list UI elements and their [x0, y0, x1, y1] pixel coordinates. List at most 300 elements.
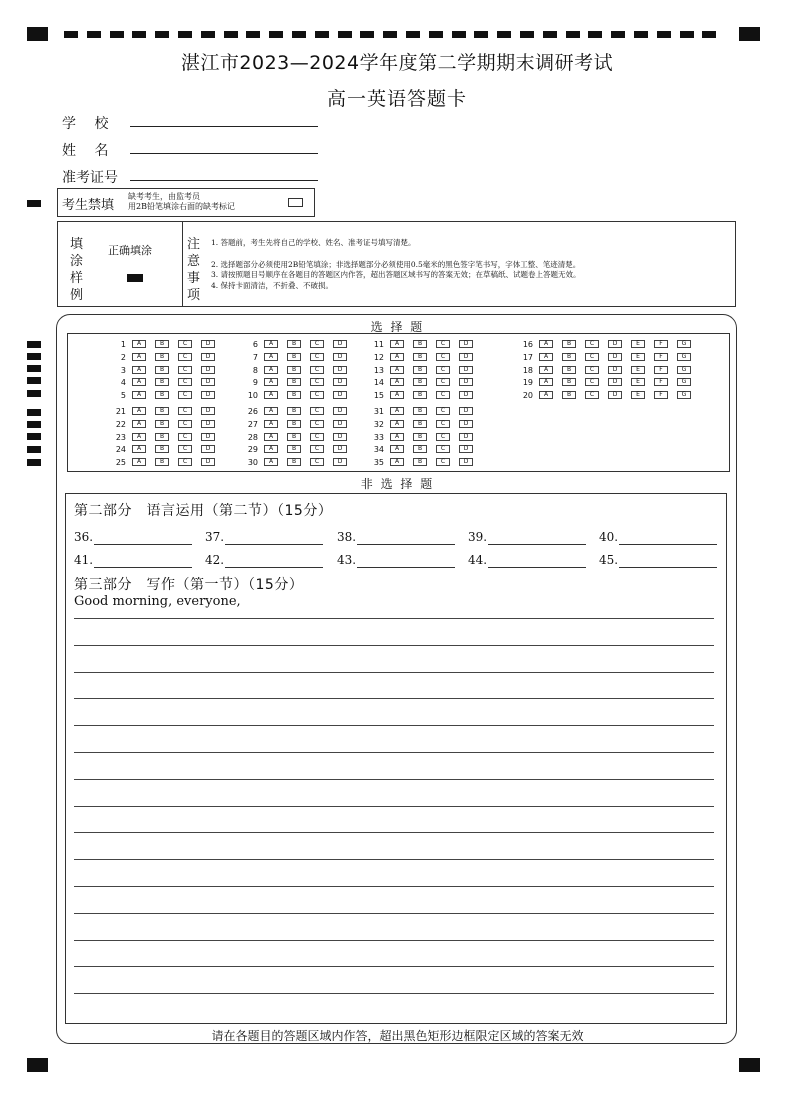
- page-subtitle: 高一英语答题卡: [326, 88, 467, 110]
- answer-bubble-c[interactable]: C: [585, 391, 599, 399]
- answer-bubble-c[interactable]: C: [310, 458, 324, 466]
- timing-mark: [702, 31, 716, 38]
- notice-char: 意: [187, 254, 201, 269]
- timing-mark: [634, 31, 648, 38]
- timing-mark: [178, 31, 192, 38]
- corner-mark-bottom-right: [739, 1058, 760, 1072]
- timing-mark: [224, 31, 238, 38]
- answer-bubble-c[interactable]: C: [310, 378, 324, 386]
- answer-bubble-c[interactable]: C: [436, 407, 450, 415]
- timing-mark: [315, 31, 329, 38]
- answer-bubble-d[interactable]: D: [459, 366, 473, 374]
- timing-mark: [497, 31, 511, 38]
- question-number: 10: [247, 391, 258, 401]
- question-number: 15: [373, 391, 384, 401]
- answer-bubble-b[interactable]: B: [287, 420, 301, 428]
- question-number: 6: [252, 340, 258, 349]
- writing-line[interactable]: [74, 993, 714, 994]
- answer-bubble-b[interactable]: B: [413, 378, 427, 386]
- answer-bubble-e[interactable]: E: [631, 353, 645, 361]
- writing-line[interactable]: [74, 859, 714, 860]
- answer-bubble-a[interactable]: A: [132, 433, 146, 441]
- answer-bubble-a[interactable]: A: [390, 391, 404, 399]
- answer-bubble-a[interactable]: A: [132, 353, 146, 361]
- timing-mark: [27, 377, 41, 384]
- answer-bubble-a[interactable]: A: [264, 407, 278, 415]
- timing-mark: [429, 31, 443, 38]
- side-marker: [27, 200, 41, 207]
- answer-bubble-c[interactable]: C: [585, 353, 599, 361]
- answer-bubble-d[interactable]: D: [459, 407, 473, 415]
- answer-bubble-g[interactable]: G: [677, 366, 691, 374]
- page-title: 湛江市2023—2024学年度第二学期期末调研考试: [180, 52, 614, 74]
- timing-mark: [155, 31, 169, 38]
- answer-bubble-d[interactable]: D: [201, 420, 215, 428]
- answer-bubble-b[interactable]: B: [413, 391, 427, 399]
- question-number: 19: [522, 378, 533, 388]
- answer-bubble-c[interactable]: C: [310, 340, 324, 348]
- blank-answer-line[interactable]: [225, 567, 323, 568]
- question-number: 9: [252, 378, 258, 388]
- answer-bubble-c[interactable]: C: [436, 445, 450, 453]
- question-number: 5: [120, 391, 126, 401]
- question-number: 14: [373, 378, 384, 388]
- answer-bubble-c[interactable]: C: [310, 420, 324, 428]
- answer-bubble-e[interactable]: E: [631, 391, 645, 399]
- blank-number: 40.: [599, 530, 619, 544]
- answer-bubble-f[interactable]: F: [654, 366, 668, 374]
- writing-line[interactable]: [74, 913, 714, 914]
- answer-bubble-b[interactable]: B: [413, 340, 427, 348]
- timing-mark: [87, 31, 101, 38]
- answer-bubble-a[interactable]: A: [390, 458, 404, 466]
- answer-bubble-c[interactable]: C: [585, 366, 599, 374]
- question-number: 22: [115, 419, 126, 429]
- question-number: 31: [373, 407, 384, 416]
- writing-line[interactable]: [74, 672, 714, 673]
- answer-bubble-b[interactable]: B: [287, 340, 301, 348]
- question-number: 33: [373, 432, 384, 442]
- writing-line[interactable]: [74, 752, 714, 753]
- answer-bubble-c[interactable]: C: [436, 420, 450, 428]
- answer-bubble-d[interactable]: D: [333, 420, 347, 428]
- answer-bubble-b[interactable]: B: [287, 407, 301, 415]
- timing-mark: [566, 31, 580, 38]
- answer-bubble-d[interactable]: D: [459, 340, 473, 348]
- answer-bubble-d[interactable]: D: [201, 340, 215, 348]
- answer-bubble-f[interactable]: F: [654, 353, 668, 361]
- answer-bubble-b[interactable]: B: [287, 391, 301, 399]
- timing-mark: [27, 433, 41, 440]
- answer-bubble-c[interactable]: C: [436, 353, 450, 361]
- answer-bubble-a[interactable]: A: [539, 366, 553, 374]
- writing-line[interactable]: [74, 886, 714, 887]
- answer-bubble-b[interactable]: B: [155, 353, 169, 361]
- answer-bubble-a[interactable]: A: [132, 366, 146, 374]
- answer-bubble-a[interactable]: A: [264, 353, 278, 361]
- footer-note: 请在各题目的答题区域内作答，超出黑色矩形边框限定区域的答案无效: [211, 1029, 584, 1043]
- answer-bubble-b[interactable]: B: [562, 391, 576, 399]
- writing-line[interactable]: [74, 940, 714, 941]
- blank-number: 44.: [468, 553, 488, 567]
- answer-bubble-a[interactable]: A: [390, 420, 404, 428]
- answer-bubble-c[interactable]: C: [178, 420, 192, 428]
- answer-bubble-b[interactable]: B: [155, 391, 169, 399]
- answer-bubble-d[interactable]: D: [333, 378, 347, 386]
- blank-number: 42.: [205, 553, 225, 567]
- notice-item-3: 3. 请按照题目号顺序在各题目的答题区内作答，超出答题区域书写的答案无效；在草稿纸、试题卷上答题无效。: [211, 270, 581, 279]
- answer-bubble-c[interactable]: C: [178, 433, 192, 441]
- answer-bubble-d[interactable]: D: [608, 391, 622, 399]
- answer-bubble-a[interactable]: A: [390, 433, 404, 441]
- blank-answer-line[interactable]: [488, 567, 586, 568]
- part2-title: 第二部分 语言运用（第二节）（15分）: [74, 503, 333, 519]
- timing-mark: [406, 31, 420, 38]
- answer-bubble-g[interactable]: G: [677, 353, 691, 361]
- writing-line[interactable]: [74, 725, 714, 726]
- question-number: 18: [522, 365, 533, 375]
- answer-bubble-a[interactable]: A: [539, 353, 553, 361]
- answer-bubble-c[interactable]: C: [310, 353, 324, 361]
- notice-item-4: 4. 保持卡面清洁，不折叠、不破损。: [211, 281, 334, 290]
- answer-bubble-d[interactable]: D: [201, 378, 215, 386]
- fill-example-panel: [58, 222, 183, 306]
- answer-bubble-a[interactable]: A: [390, 407, 404, 415]
- timing-mark: [27, 341, 41, 348]
- answer-bubble-c[interactable]: C: [178, 353, 192, 361]
- question-number: 7: [252, 352, 258, 362]
- timing-mark: [338, 31, 352, 38]
- answer-bubble-g[interactable]: G: [677, 378, 691, 386]
- question-number: 17: [522, 352, 533, 362]
- exam-id-input-line[interactable]: [130, 180, 318, 181]
- answer-bubble-b[interactable]: B: [155, 445, 169, 453]
- answer-bubble-d[interactable]: D: [201, 407, 215, 415]
- timing-mark: [27, 353, 41, 360]
- question-number: 12: [373, 352, 384, 362]
- answer-bubble-c[interactable]: C: [178, 366, 192, 374]
- name-label: 姓 名: [62, 143, 109, 159]
- answer-bubble-a[interactable]: A: [132, 458, 146, 466]
- question-number: 27: [247, 419, 258, 429]
- fill-example-char: 填: [70, 237, 84, 252]
- answer-bubble-b[interactable]: B: [562, 366, 576, 374]
- question-number: 11: [373, 340, 384, 349]
- answer-bubble-a[interactable]: A: [390, 366, 404, 374]
- blank-answer-line[interactable]: [488, 544, 586, 545]
- answer-bubble-e[interactable]: E: [631, 340, 645, 348]
- timing-mark: [474, 31, 488, 38]
- answer-bubble-d[interactable]: D: [333, 340, 347, 348]
- answer-bubble-c[interactable]: C: [178, 458, 192, 466]
- answer-bubble-d[interactable]: D: [459, 391, 473, 399]
- timing-mark: [657, 31, 671, 38]
- answer-bubble-d[interactable]: D: [333, 433, 347, 441]
- timing-mark: [588, 31, 602, 38]
- blank-answer-line[interactable]: [619, 567, 717, 568]
- answer-bubble-b[interactable]: B: [287, 353, 301, 361]
- answer-bubble-a[interactable]: A: [264, 366, 278, 374]
- answer-bubble-b[interactable]: B: [562, 340, 576, 348]
- corner-mark-top-right: [739, 27, 760, 41]
- question-number: 21: [115, 407, 126, 416]
- timing-mark: [27, 409, 41, 416]
- answer-bubble-f[interactable]: F: [654, 378, 668, 386]
- question-number: 3: [120, 365, 126, 375]
- answer-bubble-b[interactable]: B: [287, 433, 301, 441]
- answer-bubble-c[interactable]: C: [436, 391, 450, 399]
- question-number: 28: [247, 432, 258, 442]
- answer-bubble-c[interactable]: C: [310, 391, 324, 399]
- absent-box-title: 考生禁填: [62, 198, 115, 213]
- answer-bubble-c[interactable]: C: [178, 378, 192, 386]
- answer-bubble-c[interactable]: C: [310, 366, 324, 374]
- question-number: 26: [247, 407, 258, 416]
- answer-bubble-c[interactable]: C: [585, 378, 599, 386]
- timing-mark: [452, 31, 466, 38]
- question-number: 34: [373, 445, 384, 455]
- timing-mark: [27, 421, 41, 428]
- answer-bubble-b[interactable]: B: [155, 433, 169, 441]
- answer-bubble-d[interactable]: D: [333, 353, 347, 361]
- question-number: 32: [373, 419, 384, 429]
- answer-bubble-a[interactable]: A: [264, 458, 278, 466]
- blank-answer-line[interactable]: [357, 567, 455, 568]
- corner-mark-bottom-left: [27, 1058, 48, 1072]
- answer-bubble-a[interactable]: A: [264, 420, 278, 428]
- timing-mark: [110, 31, 124, 38]
- question-number: 20: [522, 391, 533, 401]
- answer-bubble-a[interactable]: A: [390, 340, 404, 348]
- blank-number: 36.: [74, 530, 94, 544]
- blank-number: 39.: [468, 530, 488, 544]
- corner-mark-top-left: [27, 27, 48, 41]
- timing-mark: [201, 31, 215, 38]
- answer-bubble-b[interactable]: B: [413, 407, 427, 415]
- answer-bubble-c[interactable]: C: [178, 340, 192, 348]
- nonchoice-section-title: 非 选 择 题: [360, 477, 435, 491]
- answer-bubble-d[interactable]: D: [333, 458, 347, 466]
- question-number: 2: [120, 352, 126, 362]
- answer-bubble-b[interactable]: B: [155, 340, 169, 348]
- answer-bubble-c[interactable]: C: [436, 378, 450, 386]
- answer-bubble-a[interactable]: A: [132, 391, 146, 399]
- answer-bubble-b[interactable]: B: [155, 458, 169, 466]
- blank-number: 37.: [205, 530, 225, 544]
- answer-bubble-a[interactable]: A: [539, 378, 553, 386]
- nonchoice-answer-area: [65, 493, 727, 1024]
- answer-bubble-a[interactable]: A: [390, 445, 404, 453]
- answer-bubble-c[interactable]: C: [178, 391, 192, 399]
- answer-bubble-b[interactable]: B: [413, 366, 427, 374]
- timing-mark: [132, 31, 146, 38]
- answer-bubble-d[interactable]: D: [333, 366, 347, 374]
- answer-bubble-d[interactable]: D: [333, 391, 347, 399]
- timing-mark: [269, 31, 283, 38]
- answer-bubble-d[interactable]: D: [459, 420, 473, 428]
- answer-bubble-d[interactable]: D: [608, 353, 622, 361]
- school-label: 学 校: [62, 116, 109, 132]
- answer-bubble-b[interactable]: B: [413, 353, 427, 361]
- answer-bubble-c[interactable]: C: [436, 366, 450, 374]
- answer-bubble-c[interactable]: C: [585, 340, 599, 348]
- answer-bubble-a[interactable]: A: [264, 433, 278, 441]
- answer-bubble-b[interactable]: B: [155, 420, 169, 428]
- writing-line[interactable]: [74, 618, 714, 619]
- answer-bubble-d[interactable]: D: [608, 378, 622, 386]
- answer-bubble-f[interactable]: F: [654, 340, 668, 348]
- blank-answer-line[interactable]: [357, 544, 455, 545]
- answer-bubble-c[interactable]: C: [436, 433, 450, 441]
- question-number: 25: [115, 458, 126, 468]
- blank-number: 43.: [337, 553, 357, 567]
- absent-mark-checkbox[interactable]: [288, 198, 303, 207]
- answer-bubble-d[interactable]: D: [201, 391, 215, 399]
- writing-greeting: Good morning, everyone,: [74, 594, 241, 609]
- answer-bubble-b[interactable]: B: [287, 366, 301, 374]
- answer-bubble-d[interactable]: D: [459, 433, 473, 441]
- timing-mark: [520, 31, 534, 38]
- answer-bubble-a[interactable]: A: [132, 407, 146, 415]
- filled-mark-example: [127, 274, 143, 282]
- answer-bubble-d[interactable]: D: [201, 433, 215, 441]
- answer-bubble-b[interactable]: B: [562, 353, 576, 361]
- timing-mark: [543, 31, 557, 38]
- timing-mark: [64, 31, 78, 38]
- blank-answer-line[interactable]: [94, 544, 192, 545]
- blank-number: 41.: [74, 553, 94, 567]
- answer-bubble-c[interactable]: C: [310, 407, 324, 415]
- answer-bubble-d[interactable]: D: [333, 407, 347, 415]
- timing-mark: [27, 459, 41, 466]
- answer-bubble-e[interactable]: E: [631, 366, 645, 374]
- timing-mark: [246, 31, 260, 38]
- notice-item-2: 2. 选择题部分必须使用2B铅笔填涂；非选择题部分必须使用0.5毫米的黑色签字笔书写，字体工整、笔迹清楚。: [211, 260, 581, 269]
- blank-answer-line[interactable]: [225, 544, 323, 545]
- answer-bubble-a[interactable]: A: [539, 391, 553, 399]
- answer-bubble-b[interactable]: B: [413, 458, 427, 466]
- answer-bubble-a[interactable]: A: [264, 378, 278, 386]
- answer-bubble-a[interactable]: A: [132, 420, 146, 428]
- answer-bubble-a[interactable]: A: [132, 378, 146, 386]
- notice-char: 事: [187, 271, 201, 286]
- answer-bubble-c[interactable]: C: [310, 433, 324, 441]
- timing-mark: [292, 31, 306, 38]
- answer-bubble-d[interactable]: D: [459, 458, 473, 466]
- answer-bubble-d[interactable]: D: [608, 340, 622, 348]
- choice-answer-grid: [67, 333, 730, 472]
- blank-number: 45.: [599, 553, 619, 567]
- answer-bubble-b[interactable]: B: [413, 420, 427, 428]
- answer-bubble-c[interactable]: C: [436, 458, 450, 466]
- question-number: 4: [120, 378, 126, 388]
- question-number: 16: [522, 340, 533, 349]
- answer-bubble-d[interactable]: D: [608, 366, 622, 374]
- school-input-line[interactable]: [130, 126, 318, 127]
- answer-bubble-a[interactable]: A: [390, 353, 404, 361]
- fill-example-char: 样: [70, 271, 84, 286]
- answer-bubble-d[interactable]: D: [459, 378, 473, 386]
- fill-example-char: 例: [70, 288, 84, 303]
- answer-bubble-c[interactable]: C: [178, 445, 192, 453]
- timing-mark: [360, 31, 374, 38]
- answer-bubble-b[interactable]: B: [287, 445, 301, 453]
- answer-bubble-d[interactable]: D: [459, 445, 473, 453]
- answer-bubble-b[interactable]: B: [155, 378, 169, 386]
- part3-title: 第三部分 写作（第一节）（15分）: [74, 577, 304, 593]
- answer-bubble-c[interactable]: C: [436, 340, 450, 348]
- answer-bubble-f[interactable]: F: [654, 391, 668, 399]
- notice-char: 注: [187, 237, 201, 252]
- question-number: 1: [120, 340, 126, 349]
- answer-bubble-a[interactable]: A: [539, 340, 553, 348]
- writing-line[interactable]: [74, 806, 714, 807]
- name-input-line[interactable]: [130, 153, 318, 154]
- writing-line[interactable]: [74, 645, 714, 646]
- answer-bubble-d[interactable]: D: [201, 445, 215, 453]
- answer-bubble-b[interactable]: B: [155, 407, 169, 415]
- timing-mark: [27, 446, 41, 453]
- writing-line[interactable]: [74, 966, 714, 967]
- absent-note-line-2: 用2B铅笔填涂右面的缺考标记: [128, 202, 235, 211]
- answer-bubble-d[interactable]: D: [201, 458, 215, 466]
- instructions-box: [57, 221, 736, 307]
- blank-answer-line[interactable]: [94, 567, 192, 568]
- blank-number: 38.: [337, 530, 357, 544]
- answer-bubble-d[interactable]: D: [333, 445, 347, 453]
- answer-bubble-d[interactable]: D: [201, 366, 215, 374]
- question-number: 30: [247, 458, 258, 468]
- question-number: 24: [115, 445, 126, 455]
- answer-bubble-b[interactable]: B: [413, 445, 427, 453]
- answer-bubble-g[interactable]: G: [677, 391, 691, 399]
- choice-section-title: 选 择 题: [370, 320, 425, 334]
- answer-bubble-a[interactable]: A: [132, 340, 146, 348]
- question-number: 35: [373, 458, 384, 468]
- answer-bubble-e[interactable]: E: [631, 378, 645, 386]
- absent-box-note: [128, 192, 235, 212]
- answer-bubble-d[interactable]: D: [459, 353, 473, 361]
- absent-mark-box: [57, 188, 315, 217]
- question-number: 29: [247, 445, 258, 455]
- answer-bubble-d[interactable]: D: [201, 353, 215, 361]
- answer-bubble-b[interactable]: B: [413, 433, 427, 441]
- writing-line[interactable]: [74, 779, 714, 780]
- answer-bubble-c[interactable]: C: [178, 407, 192, 415]
- answer-bubble-a[interactable]: A: [264, 391, 278, 399]
- answer-bubble-a[interactable]: A: [264, 445, 278, 453]
- answer-area-frame: [56, 314, 737, 1044]
- fill-example-char: 涂: [70, 254, 84, 269]
- question-number: 8: [252, 365, 258, 375]
- blank-answer-line[interactable]: [619, 544, 717, 545]
- answer-bubble-c[interactable]: C: [310, 445, 324, 453]
- writing-line[interactable]: [74, 698, 714, 699]
- timing-mark: [383, 31, 397, 38]
- writing-line[interactable]: [74, 832, 714, 833]
- answer-bubble-b[interactable]: B: [155, 366, 169, 374]
- notice-char: 项: [187, 288, 201, 303]
- answer-bubble-b[interactable]: B: [562, 378, 576, 386]
- answer-bubble-a[interactable]: A: [132, 445, 146, 453]
- timing-mark: [611, 31, 625, 38]
- answer-bubble-b[interactable]: B: [287, 458, 301, 466]
- timing-mark: [27, 365, 41, 372]
- answer-bubble-b[interactable]: B: [287, 378, 301, 386]
- answer-bubble-a[interactable]: A: [390, 378, 404, 386]
- answer-bubble-a[interactable]: A: [264, 340, 278, 348]
- answer-bubble-g[interactable]: G: [677, 340, 691, 348]
